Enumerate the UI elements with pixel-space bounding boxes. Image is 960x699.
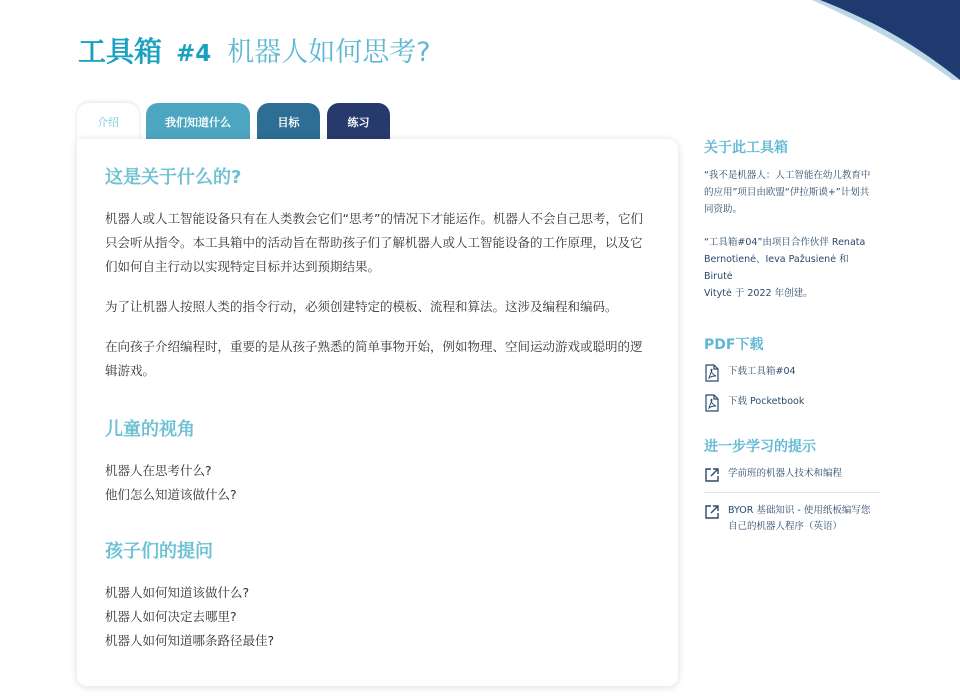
divider (704, 492, 880, 493)
intro-paragraph-2: 为了让机器人按照人类的指令行动，必须创建特定的模板、流程和算法。这涉及编程和编码。 (105, 299, 618, 314)
download-toolbox-link[interactable] (704, 364, 880, 382)
sidebar-heading-pdf: PDF下载 (704, 337, 764, 353)
section-heading-about: 这是关于什么的? (105, 167, 242, 188)
link-label: 学前班的机器人技术和编程 (728, 468, 843, 479)
tab-bar (77, 103, 390, 140)
sidebar (704, 137, 880, 535)
para-line: 机器人或人工智能设备只有在人类教会它们“思考”的情况下才能运作。机器人不会自己思考，它们 (105, 211, 643, 226)
intro-paragraph-3 (105, 335, 652, 383)
para-line: 们如何自主行动以实现特定目标并达到预期结果。 (105, 259, 381, 274)
tab-goals[interactable]: 目标 (257, 103, 320, 140)
title-subtitle: 机器人如何思考? (227, 37, 431, 68)
link-label: 下载工具箱#04 (728, 366, 796, 377)
question-line: 他们怎么知道该做什么? (105, 487, 237, 502)
para-line: 辑游戏。 (105, 363, 156, 378)
children-questions-list (105, 581, 652, 653)
robotics-preschool-link[interactable] (704, 466, 880, 484)
section-heading-child-perspective: 儿童的视角 (105, 419, 195, 440)
intro-paragraph-1 (105, 207, 652, 279)
external-link-icon (704, 466, 720, 484)
external-link-icon (704, 503, 720, 521)
about-line: Bernotienė、Ieva Pažusienė 和 Birutė (704, 254, 849, 282)
tab-what-we-know[interactable]: 我们知道什么 (146, 103, 250, 140)
about-line: “工具箱#04”由项目合作伙伴 Renata (704, 237, 866, 248)
content-card (77, 139, 678, 686)
corner-swoosh-decoration (790, 0, 960, 80)
about-text-1 (704, 167, 880, 218)
about-line: 的应用”项目由欧盟“伊拉斯谟+”计划共 (704, 187, 870, 198)
about-line: 同资助。 (704, 204, 743, 215)
sidebar-heading-tips: 进一步学习的提示 (704, 439, 816, 455)
byor-basics-link[interactable] (704, 503, 880, 535)
tab-intro[interactable]: 介绍 (77, 103, 139, 140)
about-line: “我不是机器人：人工智能在幼儿教育中 (704, 170, 871, 181)
link-label: 下载 Pocketbook (728, 396, 805, 407)
child-perspective-list (105, 459, 652, 507)
pdf-file-icon (704, 364, 720, 382)
pdf-file-icon (704, 394, 720, 412)
pdf-download-block (704, 334, 880, 412)
about-line: Vitytė 于 2022 年创建。 (704, 288, 813, 299)
question-line: 机器人如何知道该做什么? (105, 585, 250, 600)
tab-exercises[interactable]: 练习 (327, 103, 390, 140)
title-number: #4 (176, 41, 212, 67)
question-line: 机器人如何决定去哪里? (105, 609, 237, 624)
link-label (728, 503, 870, 535)
sidebar-heading-about: 关于此工具箱 (704, 140, 788, 156)
further-learning-block (704, 436, 880, 535)
link-line: 自己的机器人程序（英语） (728, 521, 843, 532)
title-main: 工具箱 (78, 35, 163, 68)
download-pocketbook-link[interactable] (704, 394, 880, 412)
question-line: 机器人在思考什么? (105, 463, 212, 478)
about-text-2 (704, 234, 880, 302)
para-line: 在向孩子介绍编程时，重要的是从孩子熟悉的简单事物开始，例如物理、空间运动游戏或聪明的逻 (105, 339, 643, 354)
question-line: 机器人如何知道哪条路径最佳? (105, 633, 275, 648)
para-line: 只会听从指令。本工具箱中的活动旨在帮助孩子们了解机器人或人工智能设备的工作原理，以及它 (105, 235, 643, 250)
link-line: BYOR 基础知识 - 使用纸板编写您 (728, 505, 871, 516)
page-title (78, 30, 431, 70)
section-heading-children-questions: 孩子们的提问 (105, 541, 213, 562)
